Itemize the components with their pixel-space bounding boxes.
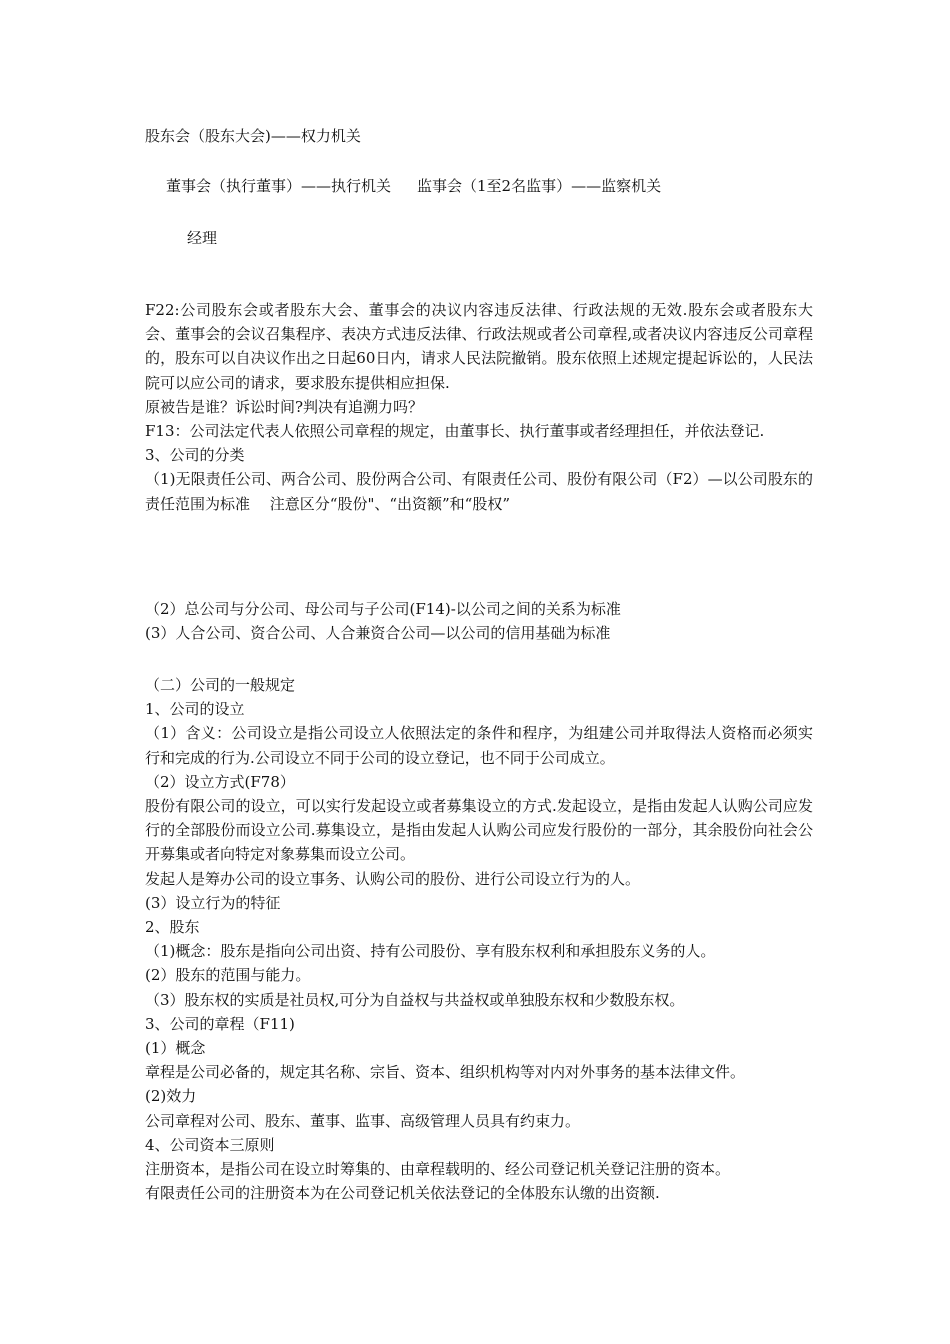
section-heading-shareholders: 2、股东 xyxy=(145,918,200,937)
part-heading-general-provisions: （二）公司的一般规定 xyxy=(145,676,296,694)
classification-item-3: (3）人合公司、资合公司、人合兼资合公司—以公司的信用基础为标准 xyxy=(145,624,611,643)
articles-concept-text: 章程是公司必备的，规定其名称、宗旨、资本、组织机构等对内对外事务的基本法律文件。 xyxy=(145,1063,746,1082)
org-board-of-directors: 董事会（执行董事）——执行机关 xyxy=(166,177,392,195)
text-block-classification xyxy=(145,597,813,645)
section-heading-classification: 3、公司的分类 xyxy=(145,446,245,465)
section-heading-articles: 3、公司的章程（F11) xyxy=(145,1014,295,1033)
establishment-methods-heading: （2）设立方式(F78） xyxy=(145,772,295,791)
establishment-features-heading: (3）设立行为的特征 xyxy=(145,893,281,912)
article-f22-paragraph: F22:公司股东会或者股东大会、董事会的决议内容违反法律、行政法规的无效.股东会或者股东大会、董事会的会议召集程序、表决方式违反法律、行政法规或者公司章程,或者决议内容违反公司章程的，股东可以自决议作出之日起60日内，请求人民法院撤销。股东依照上述规定提起诉讼的，人民法院可以应公司的请求，要求股东提供相应担保. xyxy=(145,301,813,392)
registered-capital-definition: 注册资本，是指公司在设立时筹集的、由章程载明的、经公司登记机关登记注册的资本。 xyxy=(145,1160,731,1179)
shareholder-rights: （3）股东权的实质是社员权,可分为自益权与共益权或单独股东权和少数股东权。 xyxy=(145,990,685,1009)
classification-item-1: （1)无限责任公司、两合公司、股份两合公司、有限责任公司、股份有限公司（F2）—以公司股东的责任范围为标准 注意区分“股份"、“出资额”和“股权” xyxy=(145,470,813,513)
articles-concept-heading: (1）概念 xyxy=(145,1039,206,1058)
promoter-definition: 发起人是筹办公司的设立事务、认购公司的股份、进行公司设立行为的人。 xyxy=(145,869,641,888)
shareholder-scope: (2）股东的范围与能力。 xyxy=(145,966,311,985)
text-block-f22-f13 xyxy=(145,298,813,516)
articles-effect-text: 公司章程对公司、股东、董事、监事、高级管理人员具有约束力。 xyxy=(145,1111,581,1130)
llc-registered-capital: 有限责任公司的注册资本为在公司登记机关依法登记的全体股东认缴的出资额. xyxy=(145,1184,660,1203)
shareholder-concept: （1)概念：股东是指向公司出资、持有公司股份、享有股东权利和承担股东义务的人。 xyxy=(145,942,716,961)
org-board-of-supervisors: 监事会（1至2名监事）——监察机关 xyxy=(417,177,662,195)
org-board-supervisors-row xyxy=(166,174,836,198)
articles-effect-heading: (2)效力 xyxy=(145,1087,197,1106)
establishment-meaning: （1）含义：公司设立是指公司设立人依照法定的条件和程序，为组建公司并取得法人资格而必须实行和完成的行为.公司设立不同于公司的设立登记，也不同于公司成立。 xyxy=(145,724,813,767)
section-heading-capital-principles: 4、公司资本三原则 xyxy=(145,1135,275,1154)
article-f13-paragraph: F13：公司法定代表人依照公司章程的规定，由董事长、执行董事或者经理担任，并依法登记. xyxy=(145,422,765,441)
org-shareholders-meeting: 股东会（股东大会)——权力机关 xyxy=(145,127,361,145)
question-line: 原被告是谁？诉讼时间?判决有追溯力吗？ xyxy=(145,397,424,416)
establishment-methods-text: 股份有限公司的设立，可以实行发起设立或者募集设立的方式.发起设立，是指由发起人认购公司应发行的全部股份而设立公司.募集设立，是指由发起人认购公司应发行股份的一部分，其余股份向社会公开募集或者向特定对象募集而设立公司。 xyxy=(145,797,813,864)
section-heading-establishment: 1、公司的设立 xyxy=(145,700,245,719)
org-manager: 经理 xyxy=(187,229,218,247)
text-block-general-provisions xyxy=(145,673,813,1205)
classification-item-2: （2）总公司与分公司、母公司与子公司(F14)-以公司之间的关系为标准 xyxy=(145,600,621,618)
